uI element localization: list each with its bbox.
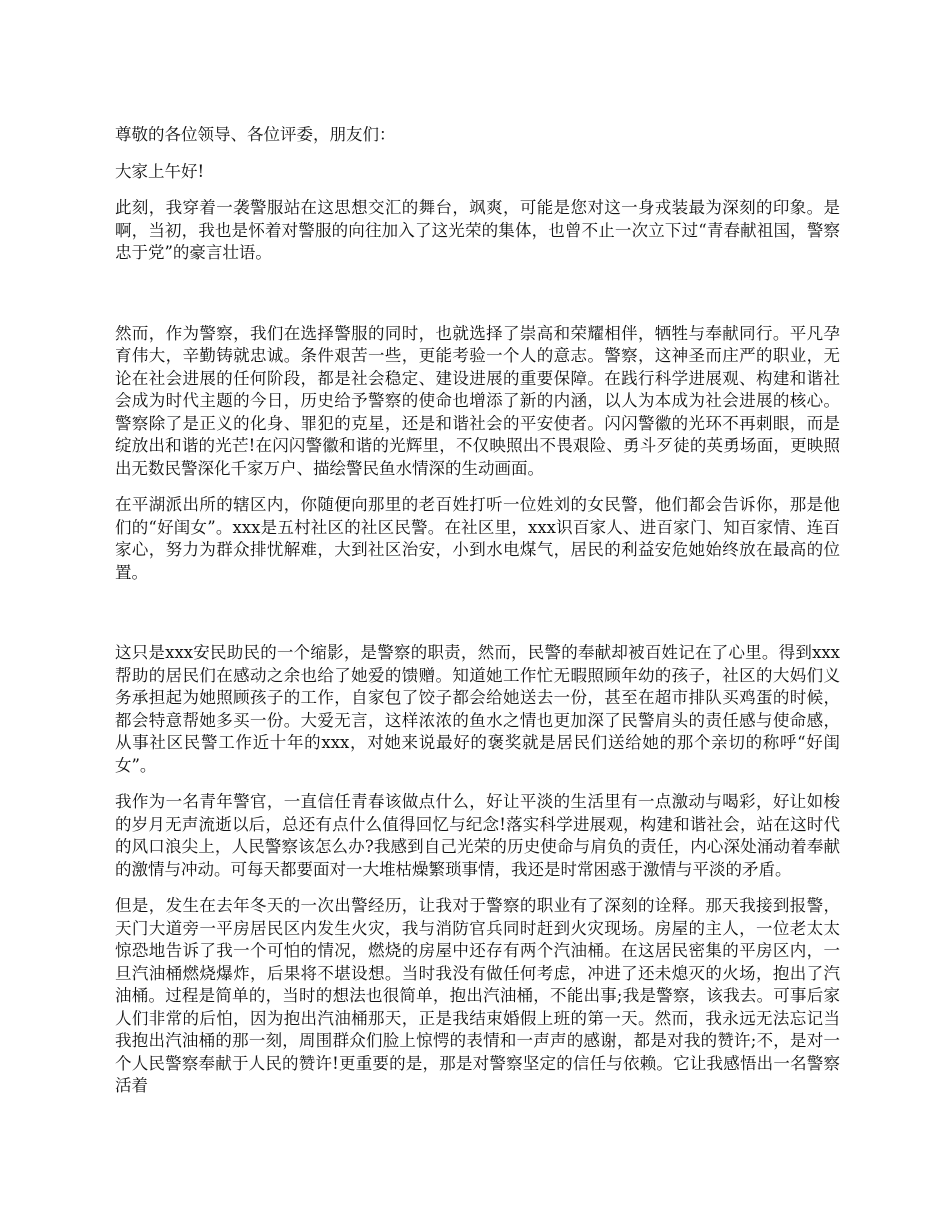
paragraph-residents-gratitude: 这只是xxx安民助民的一个缩影，是警察的职责，然而，民警的奉献却被百姓记在了心里。得到xxx帮助的居民们在感动之余也给了她爱的馈赠。知道她工作忙无暇照顾年幼的孩子，社区的大妈们义务承担起为她照顾孩子的工作，自家包了饺子都会给她送去一份，甚至在超市排队买鸡蛋的时候，都会特意帮她多买一份。大爱无言，这样浓浓的鱼水之情也更加深了民警肩头的责任感与使命感，从事社区民警工作近十年的xxx，对她来说最好的褒奖就是居民们送给她的那个亲切的称呼“好闺女”。	[115, 643, 840, 775]
paragraph-community-officer: 在平湖派出所的辖区内，你随便向那里的老百姓打听一位姓刘的女民警，他们都会告诉你，那是他们的“好闺女”。xxx是五村社区的社区民警。在社区里，xxx识百家人、进百家门、知百家情、连百家心，努力为群众排忧解难，大到社区治安，小到水电煤气，居民的利益安危她始终放在最高的位置。	[115, 495, 840, 582]
salutation: 尊敬的各位领导、各位评委，朋友们：	[115, 125, 396, 144]
paragraph-young-officer: 我作为一名青年警官，一直信任青春该做点什么，好让平淡的生活里有一点激动与喝彩，好让如梭的岁月无声流逝以后，总还有点什么值得回忆与纪念!落实科学进展观，构建和谐社会，站在这时代的风口浪尖上，人民警察该怎么办?我感到自己光荣的历史使命与肩负的责任，内心深处涌动着奉献的激情与冲动。可每天都要面对一大堆枯燥繁琐事情，我还是时常困惑于激情与平淡的矛盾。	[115, 792, 840, 879]
paragraph-police-duty: 然而，作为警察，我们在选择警服的同时，也就选择了崇高和荣耀相伴，牺牲与奉献同行。平凡孕育伟大，辛勤铸就忠诚。条件艰苦一些，更能考验一个人的意志。警察，这神圣而庄严的职业，无论在社会进展的任何阶段，都是社会稳定、建设进展的重要保障。在践行科学进展观、构建和谐社会成为时代主题的今日，历史给予警察的使命也增添了新的内涵，以人为本成为社会进展的核心。警察除了是正义的化身、罪犯的克星，还是和谐社会的平安使者。闪闪警徽的光环不再刺眼，而是绽放出和谐的光芒!在闪闪警徽和谐的光辉里，不仅映照出不畏艰险、勇斗歹徒的英勇场面，更映照出无数民警深化千家万户、描绘警民鱼水情深的生动画面。	[115, 323, 840, 478]
paragraph-fire-incident: 但是，发生在去年冬天的一次出警经历，让我对于警察的职业有了深刻的诠释。那天我接到报警，天门大道旁一平房居民区内发生火灾，我与消防官兵同时赶到火灾现场。房屋的主人，一位老太太惊恐地告诉了我一个可怕的情况，燃烧的房屋中还存有两个汽油桶。在这居民密集的平房区内，一旦汽油桶燃烧爆炸，后果将不堪设想。当时我没有做任何考虑，冲进了还未熄灭的火场，抱出了汽油桶。过程是简单的，当时的想法也很简单，抱出汽油桶，不能出事;我是警察，该我去。可事后家人们非常的后怕，因为抱出汽油桶那天，正是我结束婚假上班的第一天。然而，我永远无法忘记当我抱出汽油桶的那一刻，周围群众们脸上惊愕的表情和一声声的感谢，都是对我的赞许;不，是对一个人民警察奉献于人民的赞许!更重要的是，那是对警察坚定的信任与依赖。它让我感悟出一名警察活着	[115, 896, 840, 1095]
paragraph-intro: 此刻，我穿着一袭警服站在这思想交汇的舞台，飒爽，可能是您对这一身戎装最为深刻的印象。是啊，当初，我也是怀着对警服的向往加入了这光荣的集体，也曾不止一次立下过“青春献祖国，警察忠于党”的豪言壮语。	[115, 198, 840, 262]
greeting: 大家上午好!	[115, 161, 205, 181]
document-body	[115, 124, 840, 1112]
